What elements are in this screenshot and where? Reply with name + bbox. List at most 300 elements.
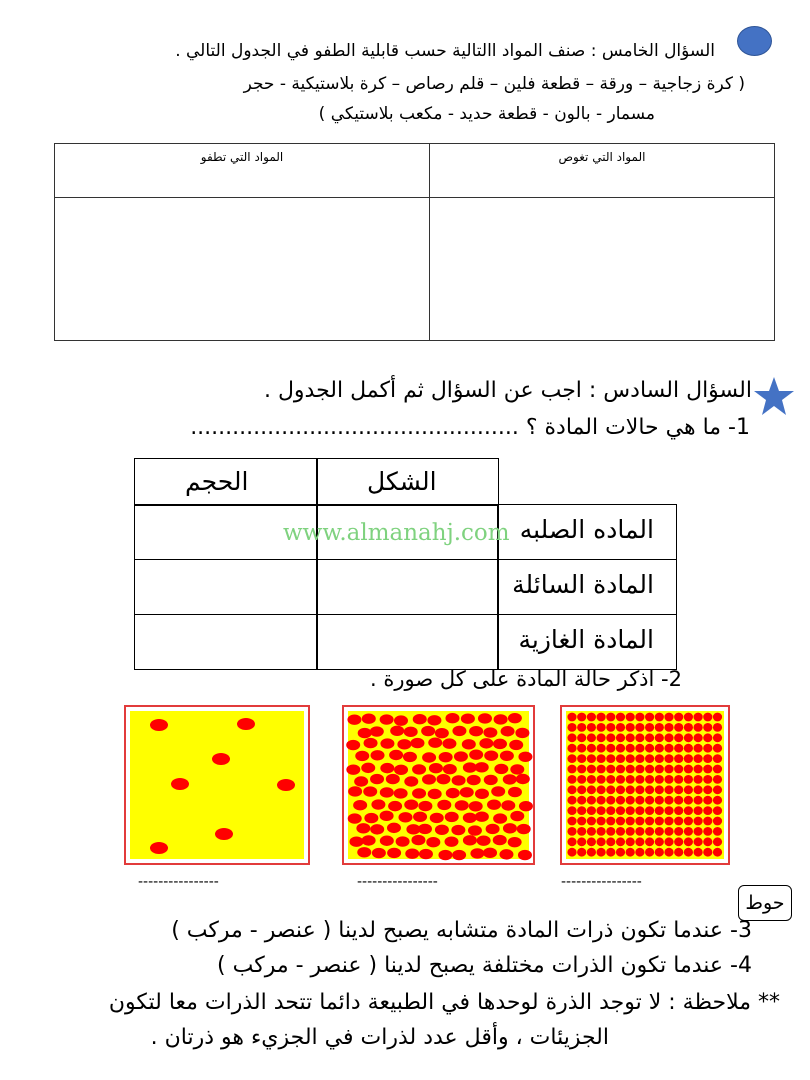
solid-particle <box>684 796 693 805</box>
liquid-particle <box>404 727 418 737</box>
circle-instruction-badge: حوط <box>738 885 792 921</box>
solid-particle <box>635 765 644 774</box>
solid-particle <box>567 848 576 857</box>
liquid-particle <box>356 823 370 833</box>
solid-particle <box>645 733 654 742</box>
solid-particle <box>694 848 703 857</box>
liquid-particle <box>463 813 477 823</box>
solid-particle <box>655 827 664 836</box>
gas-volume-cell[interactable] <box>134 614 318 670</box>
solid-particle <box>674 733 683 742</box>
solid-particle <box>606 796 615 805</box>
solid-particle <box>587 765 596 774</box>
liquid-particle <box>346 740 360 750</box>
gas-particles-image <box>124 705 310 865</box>
liquid-particle <box>470 848 484 858</box>
solid-particle <box>703 765 712 774</box>
solid-particle <box>597 827 606 836</box>
liquid-particle <box>412 788 426 798</box>
solid-particle <box>626 848 635 857</box>
liquid-particle <box>483 848 497 858</box>
liquid-particle <box>380 811 394 821</box>
liquid-particle <box>501 800 515 810</box>
liquid-particle <box>358 728 372 738</box>
solid-particle <box>587 796 596 805</box>
liquid-particle <box>491 786 505 796</box>
solid-particle <box>664 765 673 774</box>
shape-header-cell <box>316 458 499 506</box>
solid-particle <box>645 827 654 836</box>
liquid-particle <box>380 763 394 773</box>
solid-particle <box>597 733 606 742</box>
solid-particle <box>567 806 576 815</box>
solid-particle <box>645 723 654 732</box>
solid-particle <box>684 837 693 846</box>
liquid-particle <box>357 847 371 857</box>
liquid-particle <box>516 774 530 784</box>
blank-solid: ---------------- <box>561 874 642 890</box>
liquid-particle <box>468 825 482 835</box>
liquid-volume-cell[interactable] <box>134 559 318 615</box>
solid-particle <box>626 723 635 732</box>
solid-particle <box>703 713 712 722</box>
liquid-particle <box>508 787 522 797</box>
solid-particle <box>635 817 644 826</box>
solid-particle <box>577 785 586 794</box>
liquid-particle <box>509 740 523 750</box>
solid-particle <box>664 827 673 836</box>
solid-particle <box>635 806 644 815</box>
liquid-particle <box>467 775 481 785</box>
liquid-particle <box>479 738 493 748</box>
solid-particle <box>567 733 576 742</box>
liquid-particle <box>412 764 426 774</box>
solid-particle <box>645 775 654 784</box>
solid-particle <box>713 723 722 732</box>
liquid-particle <box>518 850 532 860</box>
q5-list-line1: ( كرة زجاجية – ورقة – قطعة فلين – قلم رصاص – كرة بلاستيكية - حجر <box>243 74 745 94</box>
solid-particle <box>597 848 606 857</box>
solid-particle <box>703 848 712 857</box>
solid-particle <box>684 744 693 753</box>
solid-particle <box>655 744 664 753</box>
solid-particle <box>577 796 586 805</box>
liquid-particle <box>364 813 378 823</box>
liquid-particle <box>503 823 517 833</box>
solid-particle <box>635 733 644 742</box>
solid-particle <box>567 754 576 763</box>
solid-particle <box>655 796 664 805</box>
liquid-particle <box>404 799 418 809</box>
liquid-particle <box>430 813 444 823</box>
solid-particle <box>626 713 635 722</box>
liquid-particle <box>371 750 385 760</box>
solid-particle <box>664 785 673 794</box>
liquid-particle <box>380 714 394 724</box>
solid-particle <box>597 713 606 722</box>
liquid-particle <box>508 837 522 847</box>
solid-particle <box>616 713 625 722</box>
solid-particle <box>694 754 703 763</box>
liquid-particle <box>451 825 465 835</box>
solid-particle <box>684 754 693 763</box>
solid-particle <box>703 827 712 836</box>
solid-particle <box>626 796 635 805</box>
liquid-particle <box>500 751 514 761</box>
liquid-particle <box>438 850 452 860</box>
solid-particle <box>587 806 596 815</box>
liquid-particle <box>370 774 384 784</box>
gas-row-label-cell <box>497 614 677 670</box>
solid-particle <box>703 837 712 846</box>
solid-particle <box>616 806 625 815</box>
solid-particle <box>694 827 703 836</box>
liquid-particle <box>475 762 489 772</box>
liquid-particle <box>380 738 394 748</box>
solid-particle <box>684 785 693 794</box>
solid-particle <box>616 827 625 836</box>
liquid-particle <box>426 837 440 847</box>
solid-particle <box>703 754 712 763</box>
liquid-particle <box>428 789 442 799</box>
solid-particles-svg <box>562 707 728 863</box>
solid-particle <box>577 754 586 763</box>
liquid-particle <box>418 801 432 811</box>
liquid-particle <box>388 801 402 811</box>
solid-particle <box>645 796 654 805</box>
solid-particle <box>606 713 615 722</box>
liquid-particle <box>442 738 456 748</box>
solid-particle <box>597 817 606 826</box>
liquid-particle <box>348 786 362 796</box>
liquid-particle <box>370 726 384 736</box>
floats-header: المواد التي تطفو <box>55 144 430 198</box>
liquid-particle <box>394 715 408 725</box>
solid-particle <box>635 744 644 753</box>
liquid-particle <box>386 774 400 784</box>
liquid-particle <box>421 726 435 736</box>
solid-particle <box>587 827 596 836</box>
solid-particle <box>674 785 683 794</box>
solid-particle <box>664 848 673 857</box>
solid-particle <box>587 848 596 857</box>
solid-particle <box>664 754 673 763</box>
q6-title: السؤال السادس : اجب عن السؤال ثم أكمل الجدول . <box>263 378 752 403</box>
solid-particle <box>577 723 586 732</box>
solid-particle <box>587 817 596 826</box>
liquid-particle <box>405 848 419 858</box>
solid-particle <box>645 754 654 763</box>
solid-particle <box>577 765 586 774</box>
solid-particle <box>703 806 712 815</box>
liquid-particle <box>445 812 459 822</box>
solid-particle <box>655 754 664 763</box>
liquid-particle <box>469 726 483 736</box>
liquid-particle <box>486 824 500 834</box>
solid-particle <box>597 837 606 846</box>
solid-particle <box>635 837 644 846</box>
shape-header: الشكل <box>367 467 437 496</box>
solid-particle <box>606 775 615 784</box>
solid-particle <box>616 733 625 742</box>
liquid-particle <box>510 811 524 821</box>
liquid-particle <box>413 812 427 822</box>
q6-item1: 1- ما هي حالات المادة ؟ ............................................... <box>190 415 750 440</box>
q5-list-line2: مسمار - بالون - قطعة حديد - مكعب بلاستيكي ) <box>318 104 655 124</box>
liquid-particle <box>380 836 394 846</box>
liquid-particle <box>347 714 361 724</box>
solid-particle <box>567 817 576 826</box>
liquid-particle <box>435 728 449 738</box>
liquid-particle <box>455 800 469 810</box>
solid-particle <box>587 733 596 742</box>
solid-particle <box>684 827 693 836</box>
solid-particle <box>664 775 673 784</box>
solid-particle <box>703 817 712 826</box>
solid-particle <box>674 713 683 722</box>
solid-particle <box>684 713 693 722</box>
liquid-particle <box>387 823 401 833</box>
solid-particle <box>616 765 625 774</box>
solid-particle <box>577 817 586 826</box>
sinks-cell[interactable] <box>430 198 775 341</box>
liquid-particle <box>413 714 427 724</box>
solid-particle <box>674 837 683 846</box>
solid-particle <box>655 837 664 846</box>
star-icon <box>753 376 795 416</box>
solid-particle <box>655 733 664 742</box>
solid-particle <box>655 806 664 815</box>
solid-particle <box>713 848 722 857</box>
solid-particle <box>664 806 673 815</box>
solid-particle <box>606 817 615 826</box>
liquid-particle <box>349 837 363 847</box>
note-line2: الجزيئات ، وأقل عدد لذرات في الجزيء هو ذرتان . <box>150 1025 609 1050</box>
liquid-particle <box>463 835 477 845</box>
liquid-particle <box>452 775 466 785</box>
liquid-particle <box>501 726 515 736</box>
liquid-particle <box>403 752 417 762</box>
liquid-particle <box>362 835 376 845</box>
solid-particle <box>713 785 722 794</box>
solid-particle <box>635 796 644 805</box>
solid-particle <box>713 817 722 826</box>
solid-particle <box>664 733 673 742</box>
solid-particle <box>694 713 703 722</box>
liquid-particle <box>508 713 522 723</box>
solid-particle <box>626 775 635 784</box>
solid-particle <box>703 796 712 805</box>
liquid-particle <box>494 714 508 724</box>
solid-particle <box>684 806 693 815</box>
liquid-particle <box>484 750 498 760</box>
liquid-particle <box>389 750 403 760</box>
solid-particle <box>635 754 644 763</box>
solid-particle <box>713 713 722 722</box>
solid-particle <box>626 817 635 826</box>
solid-particle <box>713 827 722 836</box>
solid-particle <box>626 733 635 742</box>
solid-particle <box>597 754 606 763</box>
solid-particle <box>645 785 654 794</box>
liquid-particle <box>487 799 501 809</box>
solid-particle <box>577 713 586 722</box>
liquid-particle <box>493 739 507 749</box>
solid-particle <box>616 785 625 794</box>
liquid-particle <box>404 776 418 786</box>
liquid-particle <box>364 738 378 748</box>
solid-particle <box>567 837 576 846</box>
liquid-particles-svg <box>344 707 533 863</box>
blank-liquid[interactable]: ---------------- <box>357 874 438 890</box>
liquid-particle <box>475 789 489 799</box>
liquid-particle <box>398 812 412 822</box>
liquid-particle <box>348 813 362 823</box>
solid-particle <box>674 765 683 774</box>
solid-particle <box>694 775 703 784</box>
solid-particle <box>606 848 615 857</box>
solid-particle <box>635 827 644 836</box>
solid-particle <box>694 785 703 794</box>
liquid-particle <box>515 728 529 738</box>
solid-particle <box>635 848 644 857</box>
liquid-particle <box>469 749 483 759</box>
solid-particle <box>597 785 606 794</box>
q5-title: السؤال الخامس : صنف المواد االتالية حسب قابلية الطفو في الجدول التالي . <box>175 41 715 61</box>
solid-particle <box>694 837 703 846</box>
solid-particle <box>587 744 596 753</box>
solid-particle <box>694 806 703 815</box>
liquid-particle <box>477 835 491 845</box>
liquid-particle <box>429 763 443 773</box>
solid-particles-image <box>560 705 730 865</box>
note-line1: ** ملاحظة : لا توجد الذرة لوحدها في الطبيعة دائما تتحد الذرات معا لتكون <box>108 990 780 1015</box>
liquid-particle <box>371 799 385 809</box>
q6-item3: 3- عندما تكون ذرات المادة متشابه يصبح لدينا ( عنصر - مركب ) <box>171 918 752 943</box>
liquid-particle <box>355 751 369 761</box>
liquid-particle <box>363 786 377 796</box>
solid-particle <box>713 837 722 846</box>
solid-particle <box>674 754 683 763</box>
liquid-particle <box>484 775 498 785</box>
solid-particle <box>587 775 596 784</box>
solid-particle <box>703 733 712 742</box>
liquid-particle <box>462 739 476 749</box>
gas-shape-cell[interactable] <box>316 614 499 670</box>
liquid-particle <box>435 825 449 835</box>
liquid-particle <box>353 800 367 810</box>
solid-particle <box>635 785 644 794</box>
liquid-particle <box>380 787 394 797</box>
solid-particle <box>626 806 635 815</box>
solid-particle <box>645 848 654 857</box>
solid-particle <box>626 785 635 794</box>
watermark: www.almanahj.com <box>283 520 510 546</box>
solid-particle <box>694 796 703 805</box>
solid-particle <box>597 744 606 753</box>
solid-particle <box>626 837 635 846</box>
solid-particle <box>577 837 586 846</box>
liquid-particle <box>494 764 508 774</box>
blank-gas[interactable]: ---------------- <box>138 874 219 890</box>
solid-particle <box>606 827 615 836</box>
solid-particle <box>567 744 576 753</box>
liquid-particle <box>418 824 432 834</box>
solid-particle <box>703 744 712 753</box>
solid-particle <box>626 744 635 753</box>
solid-particle <box>577 806 586 815</box>
solid-particle <box>577 744 586 753</box>
solid-particle <box>606 723 615 732</box>
solid-particle <box>616 754 625 763</box>
liquid-particle <box>493 835 507 845</box>
liquid-particle <box>503 774 517 784</box>
liquid-particle <box>445 713 459 723</box>
solid-particle <box>587 837 596 846</box>
solid-particle <box>713 765 722 774</box>
liquid-particle <box>443 764 457 774</box>
solid-particle <box>664 817 673 826</box>
liquid-particle <box>519 801 533 811</box>
solid-particle <box>703 723 712 732</box>
solid-particle <box>567 775 576 784</box>
solid-particle <box>606 806 615 815</box>
solid-particle <box>587 723 596 732</box>
solid-particle <box>606 744 615 753</box>
solid-particle <box>616 796 625 805</box>
liquid-particle <box>452 726 466 736</box>
liquid-shape-cell[interactable] <box>316 559 499 615</box>
sinks-header: المواد التي تغوص <box>430 144 775 198</box>
solid-particle <box>606 785 615 794</box>
solid-particle <box>674 723 683 732</box>
liquid-particle <box>419 849 433 859</box>
solid-particle <box>645 744 654 753</box>
gas-particles-svg <box>126 707 308 863</box>
liquid-particle <box>439 752 453 762</box>
floats-cell[interactable] <box>55 198 430 341</box>
solid-particle <box>655 775 664 784</box>
solid-particle <box>684 733 693 742</box>
solid-particle <box>684 775 693 784</box>
solid-particle <box>703 775 712 784</box>
liquid-particle <box>370 824 384 834</box>
liquid-particle <box>469 801 483 811</box>
solid-particle <box>606 733 615 742</box>
solid-particle <box>674 806 683 815</box>
liquid-particle <box>518 752 532 762</box>
liquid-particle <box>372 848 386 858</box>
gas-row-label: المادة الغازية <box>518 625 654 654</box>
solid-particle <box>606 754 615 763</box>
solid-particle <box>674 848 683 857</box>
solid-particle <box>587 713 596 722</box>
float-sink-table <box>54 143 775 341</box>
solid-particle <box>713 754 722 763</box>
liquid-particle <box>390 726 404 736</box>
liquid-particle <box>483 727 497 737</box>
volume-header-cell <box>134 458 318 506</box>
liquid-particle <box>493 813 507 823</box>
solid-particle <box>567 796 576 805</box>
solid-particle <box>694 723 703 732</box>
solid-particle <box>674 744 683 753</box>
solid-particle <box>703 785 712 794</box>
solid-row-label-cell <box>497 504 677 560</box>
liquid-particle <box>446 788 460 798</box>
solid-particle <box>694 765 703 774</box>
solid-particle <box>587 754 596 763</box>
